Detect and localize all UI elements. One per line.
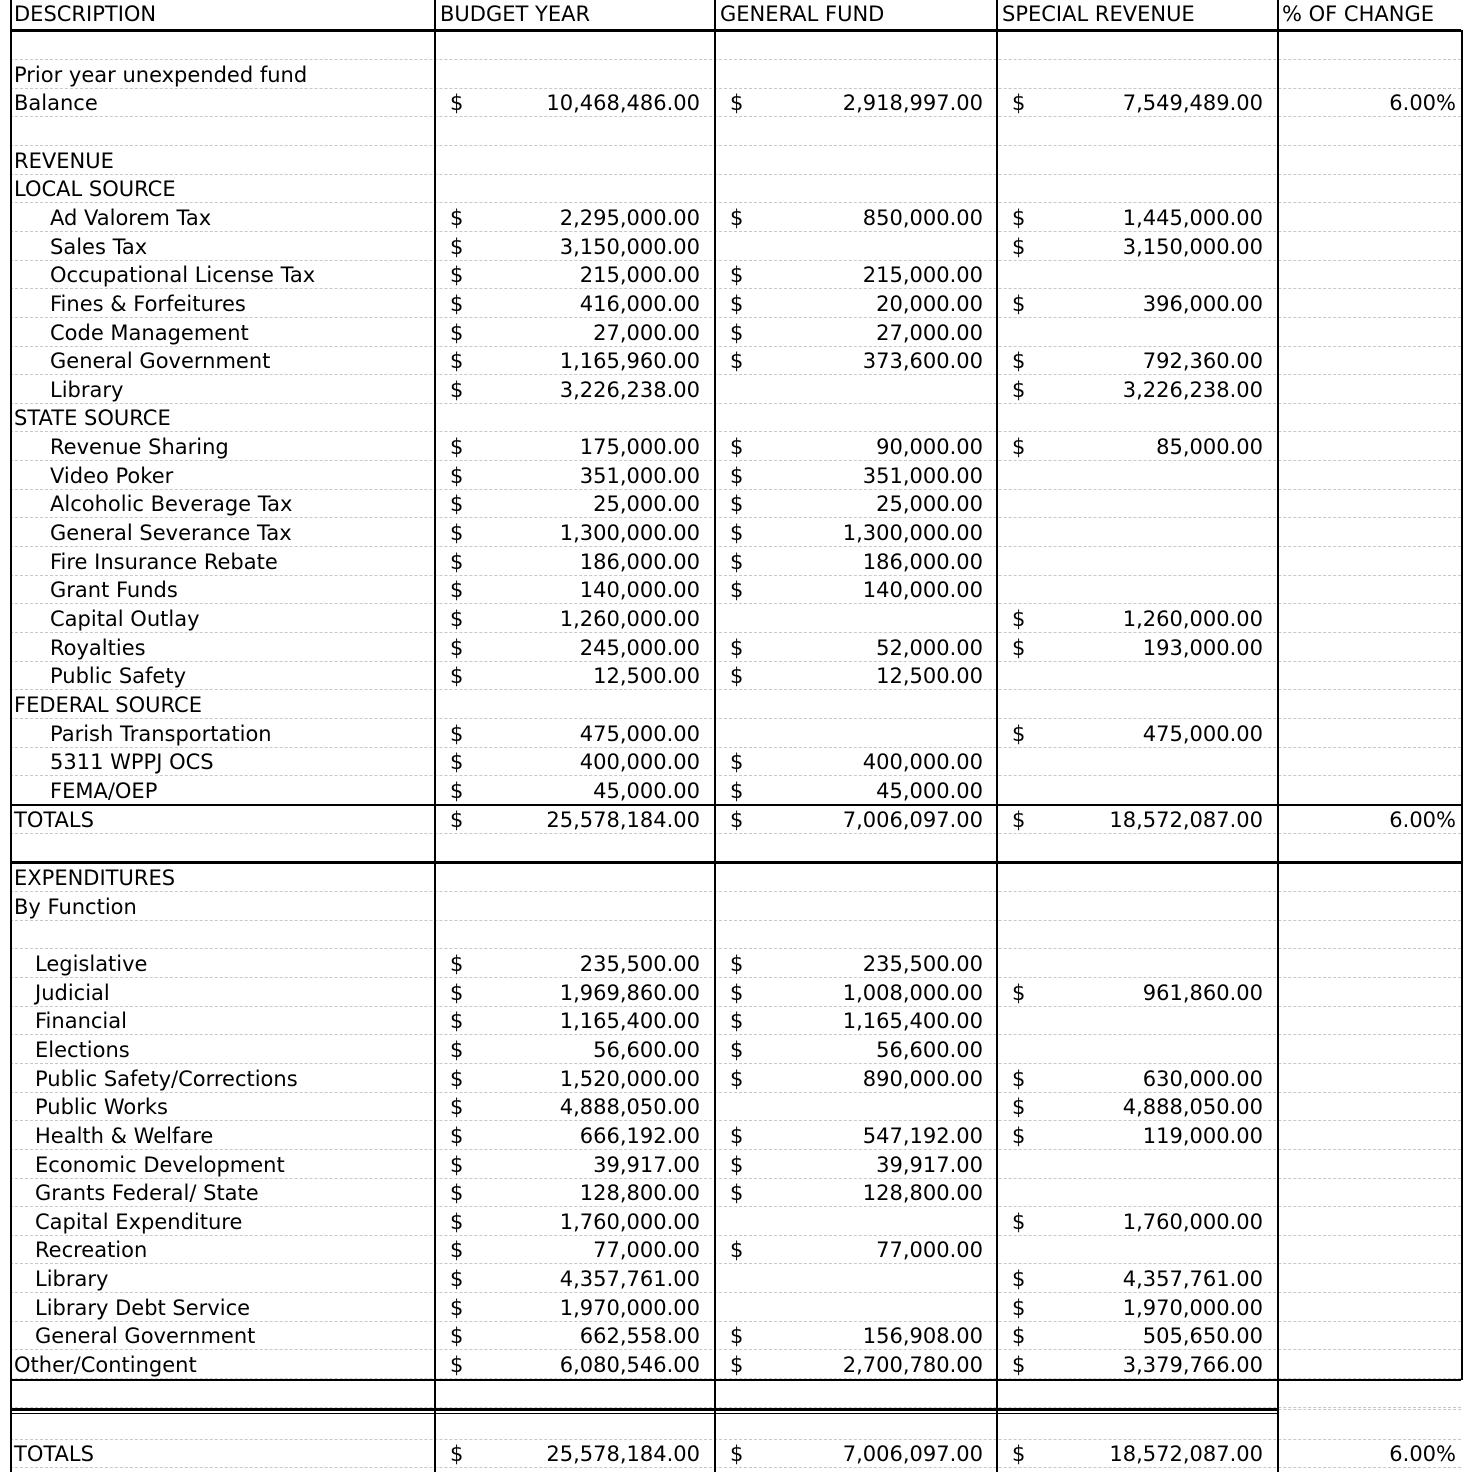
general-fund-currency-sign: $ xyxy=(730,521,744,546)
budget-year-currency-sign: $ xyxy=(450,377,464,402)
budget-year-amount: 4,357,761.00 xyxy=(559,1267,700,1292)
budget-year-currency-sign: $ xyxy=(450,291,464,316)
row-description: EXPENDITURES xyxy=(14,866,176,890)
budget-year-amount: 175,000.00 xyxy=(579,435,700,460)
special-revenue-currency-sign: $ xyxy=(1012,721,1026,746)
budget-year-currency-sign: $ xyxy=(450,320,464,345)
general-fund-currency-sign: $ xyxy=(730,349,744,374)
table-row xyxy=(10,404,1461,432)
row-description: TOTALS xyxy=(14,1442,94,1466)
budget-year-currency-sign: $ xyxy=(450,91,464,116)
special-revenue-amount: 18,572,087.00 xyxy=(1109,807,1263,832)
header-general-fund: GENERAL FUND xyxy=(720,2,885,26)
row-description: General Severance Tax xyxy=(50,521,292,546)
general-fund-amount: 400,000.00 xyxy=(862,750,983,775)
general-fund-amount: 1,165,400.00 xyxy=(842,1009,983,1034)
row-description: Public Safety/Corrections xyxy=(35,1066,298,1091)
row-description: Other/Contingent xyxy=(14,1353,197,1378)
budget-year-currency-sign: $ xyxy=(450,750,464,775)
table-row xyxy=(10,1265,1461,1293)
budget-year-amount: 6,080,546.00 xyxy=(559,1353,700,1378)
special-revenue-amount: 1,445,000.00 xyxy=(1122,205,1263,230)
table-row xyxy=(10,662,1461,690)
special-revenue-currency-sign: $ xyxy=(1012,1209,1026,1234)
table-row xyxy=(10,490,1461,518)
general-fund-currency-sign: $ xyxy=(730,664,744,689)
general-fund-amount: 850,000.00 xyxy=(862,205,983,230)
budget-year-amount: 666,192.00 xyxy=(579,1123,700,1148)
budget-year-currency-sign: $ xyxy=(450,807,464,832)
row-description: Occupational License Tax xyxy=(50,263,316,288)
budget-year-amount: 1,969,860.00 xyxy=(559,980,700,1005)
table-row xyxy=(10,576,1461,604)
column-divider xyxy=(434,0,436,1472)
special-revenue-currency-sign: $ xyxy=(1012,1353,1026,1378)
general-fund-amount: 1,300,000.00 xyxy=(842,521,983,546)
row-description: STATE SOURCE xyxy=(14,406,171,431)
budget-year-amount: 56,600.00 xyxy=(593,1037,700,1062)
row-description: By Function xyxy=(14,894,137,919)
general-fund-currency-sign: $ xyxy=(730,1066,744,1091)
table-row xyxy=(10,1322,1461,1350)
general-fund-amount: 186,000.00 xyxy=(862,549,983,574)
special-revenue-currency-sign: $ xyxy=(1012,1324,1026,1349)
pct-change-value: 6.00% xyxy=(1389,807,1456,832)
special-revenue-amount: 119,000.00 xyxy=(1142,1123,1263,1148)
general-fund-amount: 25,000.00 xyxy=(876,492,983,517)
general-fund-amount: 77,000.00 xyxy=(876,1238,983,1263)
table-row xyxy=(10,979,1461,1007)
budget-year-currency-sign: $ xyxy=(450,721,464,746)
budget-year-amount: 235,500.00 xyxy=(579,951,700,976)
budget-year-amount: 25,578,184.00 xyxy=(546,1442,700,1466)
special-revenue-amount: 18,572,087.00 xyxy=(1109,1442,1263,1466)
budget-year-currency-sign: $ xyxy=(450,635,464,660)
general-fund-amount: 156,908.00 xyxy=(862,1324,983,1349)
budget-year-amount: 1,760,000.00 xyxy=(559,1209,700,1234)
budget-year-currency-sign: $ xyxy=(450,951,464,976)
general-fund-currency-sign: $ xyxy=(730,492,744,517)
budget-year-currency-sign: $ xyxy=(450,492,464,517)
row-rule xyxy=(10,861,1461,864)
general-fund-amount: 1,008,000.00 xyxy=(842,980,983,1005)
row-description: General Government xyxy=(50,349,271,374)
budget-year-currency-sign: $ xyxy=(450,1209,464,1234)
budget-year-currency-sign: $ xyxy=(450,463,464,488)
special-revenue-amount: 475,000.00 xyxy=(1142,721,1263,746)
row-description: Prior year unexpended fund xyxy=(14,62,308,87)
budget-year-currency-sign: $ xyxy=(450,578,464,603)
budget-year-amount: 39,917.00 xyxy=(593,1152,700,1177)
special-revenue-amount: 3,379,766.00 xyxy=(1122,1353,1263,1378)
general-fund-amount: 2,700,780.00 xyxy=(842,1353,983,1378)
general-fund-amount: 235,500.00 xyxy=(862,951,983,976)
row-description: REVENUE xyxy=(14,148,114,173)
special-revenue-amount: 85,000.00 xyxy=(1156,435,1263,460)
table-row xyxy=(10,950,1461,978)
special-revenue-amount: 4,357,761.00 xyxy=(1122,1267,1263,1292)
budget-year-amount: 1,300,000.00 xyxy=(559,521,700,546)
special-revenue-amount: 1,760,000.00 xyxy=(1122,1209,1263,1234)
table-row xyxy=(10,605,1461,633)
table-row xyxy=(10,834,1461,862)
special-revenue-currency-sign: $ xyxy=(1012,1267,1026,1292)
row-description: Judicial xyxy=(35,980,110,1005)
general-fund-currency-sign: $ xyxy=(730,1037,744,1062)
table-row xyxy=(10,1412,1461,1440)
budget-year-amount: 1,970,000.00 xyxy=(559,1295,700,1320)
budget-year-amount: 3,150,000.00 xyxy=(559,234,700,259)
row-description: Recreation xyxy=(35,1238,148,1263)
table-row xyxy=(10,1179,1461,1207)
budget-year-amount: 1,165,400.00 xyxy=(559,1009,700,1034)
row-description: Alcoholic Beverage Tax xyxy=(50,492,293,517)
row-description: Grant Funds xyxy=(50,578,178,603)
row-description: Fire Insurance Rebate xyxy=(50,549,278,574)
table-row xyxy=(10,204,1461,232)
special-revenue-amount: 3,226,238.00 xyxy=(1122,377,1263,402)
special-revenue-amount: 396,000.00 xyxy=(1142,291,1263,316)
general-fund-amount: 39,917.00 xyxy=(876,1152,983,1177)
budget-year-currency-sign: $ xyxy=(450,549,464,574)
table-row xyxy=(10,519,1461,547)
general-fund-amount: 128,800.00 xyxy=(862,1181,983,1206)
budget-year-amount: 186,000.00 xyxy=(579,549,700,574)
budget-year-amount: 27,000.00 xyxy=(593,320,700,345)
budget-year-currency-sign: $ xyxy=(450,1181,464,1206)
row-description: General Government xyxy=(35,1324,256,1349)
table-row xyxy=(10,261,1461,289)
row-description: Economic Development xyxy=(35,1152,285,1177)
row-description: Fines & Forfeitures xyxy=(50,291,246,316)
table-row xyxy=(10,691,1461,719)
budget-year-amount: 4,888,050.00 xyxy=(559,1095,700,1120)
general-fund-amount: 56,600.00 xyxy=(876,1037,983,1062)
general-fund-currency-sign: $ xyxy=(730,205,744,230)
table-row xyxy=(10,634,1461,662)
budget-year-currency-sign: $ xyxy=(450,349,464,374)
budget-year-currency-sign: $ xyxy=(450,778,464,803)
special-revenue-amount: 1,970,000.00 xyxy=(1122,1295,1263,1320)
pct-change-value: 6.00% xyxy=(1389,1442,1456,1466)
general-fund-amount: 2,918,997.00 xyxy=(842,91,983,116)
special-revenue-currency-sign: $ xyxy=(1012,91,1026,116)
row-description: Health & Welfare xyxy=(35,1123,214,1148)
row-description: Elections xyxy=(35,1037,130,1062)
table-row xyxy=(10,893,1461,921)
budget-year-amount: 1,260,000.00 xyxy=(559,607,700,631)
budget-year-currency-sign: $ xyxy=(450,1095,464,1120)
table-row xyxy=(10,32,1461,60)
special-revenue-amount: 193,000.00 xyxy=(1142,635,1263,660)
table-row xyxy=(10,290,1461,318)
general-fund-currency-sign: $ xyxy=(730,980,744,1005)
header-budget-year: BUDGET YEAR xyxy=(440,2,591,26)
special-revenue-amount: 1,260,000.00 xyxy=(1122,607,1263,631)
budget-year-currency-sign: $ xyxy=(450,1037,464,1062)
table-row xyxy=(10,462,1461,490)
general-fund-currency-sign: $ xyxy=(730,578,744,603)
budget-year-currency-sign: $ xyxy=(450,1123,464,1148)
budget-year-currency-sign: $ xyxy=(450,1267,464,1292)
special-revenue-currency-sign: $ xyxy=(1012,205,1026,230)
row-description: Library Debt Service xyxy=(35,1295,251,1320)
table-row xyxy=(10,777,1461,805)
general-fund-currency-sign: $ xyxy=(730,549,744,574)
special-revenue-amount: 961,860.00 xyxy=(1142,980,1263,1005)
row-description: Video Poker xyxy=(50,463,174,488)
special-revenue-currency-sign: $ xyxy=(1012,1095,1026,1120)
budget-year-amount: 400,000.00 xyxy=(579,750,700,775)
row-description: Financial xyxy=(35,1009,127,1034)
table-row xyxy=(10,1236,1461,1264)
general-fund-amount: 140,000.00 xyxy=(862,578,983,603)
general-fund-amount: 890,000.00 xyxy=(862,1066,983,1091)
budget-year-currency-sign: $ xyxy=(450,435,464,460)
budget-year-amount: 10,468,486.00 xyxy=(546,91,700,116)
column-divider xyxy=(1277,0,1279,1472)
header-special-revenue: SPECIAL REVENUE xyxy=(1002,2,1195,26)
general-fund-amount: 7,006,097.00 xyxy=(842,807,983,832)
general-fund-currency-sign: $ xyxy=(730,778,744,803)
table-row xyxy=(10,720,1461,748)
row-description: Royalties xyxy=(50,635,146,660)
row-rule xyxy=(10,1413,1278,1414)
general-fund-amount: 27,000.00 xyxy=(876,320,983,345)
table-row xyxy=(10,1208,1461,1236)
row-description: Sales Tax xyxy=(50,234,148,259)
table-row xyxy=(10,433,1461,461)
special-revenue-currency-sign: $ xyxy=(1012,435,1026,460)
special-revenue-currency-sign: $ xyxy=(1012,607,1026,631)
budget-year-currency-sign: $ xyxy=(450,234,464,259)
budget-year-currency-sign: $ xyxy=(450,1353,464,1378)
column-divider xyxy=(1461,30,1463,1380)
general-fund-currency-sign: $ xyxy=(730,1123,744,1148)
table-row xyxy=(10,921,1461,949)
table-row xyxy=(10,748,1461,776)
budget-year-amount: 1,520,000.00 xyxy=(559,1066,700,1091)
general-fund-currency-sign: $ xyxy=(730,1324,744,1349)
budget-year-amount: 128,800.00 xyxy=(579,1181,700,1206)
table-row xyxy=(10,1007,1461,1035)
row-description: LOCAL SOURCE xyxy=(14,177,176,202)
table-row xyxy=(10,1093,1461,1121)
general-fund-amount: 20,000.00 xyxy=(876,291,983,316)
budget-year-currency-sign: $ xyxy=(450,980,464,1005)
budget-year-currency-sign: $ xyxy=(450,1238,464,1263)
general-fund-currency-sign: $ xyxy=(730,1353,744,1378)
budget-year-amount: 351,000.00 xyxy=(579,463,700,488)
table-row xyxy=(10,175,1461,203)
general-fund-currency-sign: $ xyxy=(730,750,744,775)
general-fund-amount: 351,000.00 xyxy=(862,463,983,488)
table-row xyxy=(10,1440,1461,1468)
special-revenue-amount: 505,650.00 xyxy=(1142,1324,1263,1349)
budget-year-currency-sign: $ xyxy=(450,664,464,689)
general-fund-currency-sign: $ xyxy=(730,435,744,460)
budget-year-currency-sign: $ xyxy=(450,1009,464,1034)
header-pct-change: % OF CHANGE xyxy=(1282,2,1434,26)
row-description: Revenue Sharing xyxy=(50,435,229,460)
table-row xyxy=(10,61,1461,89)
column-divider xyxy=(714,0,716,1472)
special-revenue-currency-sign: $ xyxy=(1012,635,1026,660)
special-revenue-currency-sign: $ xyxy=(1012,377,1026,402)
general-fund-amount: 215,000.00 xyxy=(862,263,983,288)
general-fund-currency-sign: $ xyxy=(730,1152,744,1177)
special-revenue-amount: 792,360.00 xyxy=(1142,349,1263,374)
table-row xyxy=(10,319,1461,347)
general-fund-currency-sign: $ xyxy=(730,951,744,976)
budget-year-amount: 25,578,184.00 xyxy=(546,807,700,832)
budget-year-currency-sign: $ xyxy=(450,205,464,230)
special-revenue-currency-sign: $ xyxy=(1012,1442,1026,1466)
general-fund-amount: 373,600.00 xyxy=(862,349,983,374)
row-description: FEDERAL SOURCE xyxy=(14,692,202,717)
table-row xyxy=(10,806,1461,834)
row-description: Public Works xyxy=(35,1095,168,1120)
row-rule xyxy=(10,804,1461,806)
special-revenue-currency-sign: $ xyxy=(1012,1066,1026,1091)
row-description: Balance xyxy=(14,91,98,116)
special-revenue-currency-sign: $ xyxy=(1012,807,1026,832)
budget-year-amount: 140,000.00 xyxy=(579,578,700,603)
budget-year-amount: 3,226,238.00 xyxy=(559,377,700,402)
table-row xyxy=(10,1294,1461,1322)
special-revenue-currency-sign: $ xyxy=(1012,349,1026,374)
general-fund-amount: 7,006,097.00 xyxy=(842,1442,983,1466)
budget-year-currency-sign: $ xyxy=(450,1442,464,1466)
special-revenue-amount: 3,150,000.00 xyxy=(1122,234,1263,259)
budget-year-amount: 475,000.00 xyxy=(579,721,700,746)
special-revenue-currency-sign: $ xyxy=(1012,291,1026,316)
general-fund-currency-sign: $ xyxy=(730,320,744,345)
row-description: 5311 WPPJ OCS xyxy=(50,750,214,775)
budget-year-amount: 416,000.00 xyxy=(579,291,700,316)
row-description: Legislative xyxy=(35,951,148,976)
general-fund-currency-sign: $ xyxy=(730,807,744,832)
special-revenue-amount: 7,549,489.00 xyxy=(1122,91,1263,116)
special-revenue-amount: 4,888,050.00 xyxy=(1122,1095,1263,1120)
table-row xyxy=(10,1036,1461,1064)
budget-year-amount: 45,000.00 xyxy=(593,778,700,803)
table-row xyxy=(10,1122,1461,1150)
row-description: Ad Valorem Tax xyxy=(50,205,212,230)
table-row xyxy=(10,548,1461,576)
budget-year-currency-sign: $ xyxy=(450,607,464,631)
general-fund-amount: 90,000.00 xyxy=(876,435,983,460)
budget-year-amount: 662,558.00 xyxy=(579,1324,700,1349)
budget-year-amount: 77,000.00 xyxy=(593,1238,700,1263)
budget-year-amount: 1,165,960.00 xyxy=(559,349,700,374)
general-fund-currency-sign: $ xyxy=(730,1181,744,1206)
row-description: Capital Expenditure xyxy=(35,1209,243,1234)
general-fund-currency-sign: $ xyxy=(730,1442,744,1466)
general-fund-currency-sign: $ xyxy=(730,463,744,488)
row-description: Code Management xyxy=(50,320,249,345)
general-fund-currency-sign: $ xyxy=(730,291,744,316)
budget-year-currency-sign: $ xyxy=(450,521,464,546)
table-row xyxy=(10,864,1461,892)
table-row xyxy=(10,118,1461,146)
special-revenue-currency-sign: $ xyxy=(1012,1295,1026,1320)
table-row xyxy=(10,147,1461,175)
table-row xyxy=(10,1151,1461,1179)
row-rule xyxy=(10,1379,1461,1381)
header-description: DESCRIPTION xyxy=(14,2,157,26)
row-description: TOTALS xyxy=(14,807,94,832)
row-description: Grants Federal/ State xyxy=(35,1181,259,1206)
table-row xyxy=(10,347,1461,375)
table-row xyxy=(10,376,1461,404)
special-revenue-currency-sign: $ xyxy=(1012,234,1026,259)
table-row xyxy=(10,1065,1461,1093)
table-row xyxy=(10,233,1461,261)
table-row xyxy=(10,89,1461,117)
column-divider xyxy=(996,0,998,1472)
row-description: Capital Outlay xyxy=(50,607,200,631)
budget-year-amount: 25,000.00 xyxy=(593,492,700,517)
special-revenue-currency-sign: $ xyxy=(1012,980,1026,1005)
row-rule xyxy=(10,29,1461,32)
row-description: Library xyxy=(50,377,124,402)
budget-year-currency-sign: $ xyxy=(450,1295,464,1320)
general-fund-currency-sign: $ xyxy=(730,1238,744,1263)
budget-year-amount: 12,500.00 xyxy=(593,664,700,689)
general-fund-amount: 12,500.00 xyxy=(876,664,983,689)
general-fund-currency-sign: $ xyxy=(730,91,744,116)
general-fund-amount: 45,000.00 xyxy=(876,778,983,803)
general-fund-currency-sign: $ xyxy=(730,263,744,288)
general-fund-currency-sign: $ xyxy=(730,1009,744,1034)
row-description: Library xyxy=(35,1267,109,1292)
budget-year-amount: 2,295,000.00 xyxy=(559,205,700,230)
column-divider xyxy=(10,0,12,1472)
general-fund-amount: 52,000.00 xyxy=(876,635,983,660)
special-revenue-amount: 630,000.00 xyxy=(1142,1066,1263,1091)
table-row xyxy=(10,1351,1461,1379)
special-revenue-currency-sign: $ xyxy=(1012,1123,1026,1148)
table-row xyxy=(10,1382,1461,1410)
row-description: FEMA/OEP xyxy=(50,778,158,803)
budget-year-amount: 245,000.00 xyxy=(579,635,700,660)
row-description: Parish Transportation xyxy=(50,721,272,746)
general-fund-amount: 547,192.00 xyxy=(862,1123,983,1148)
general-fund-currency-sign: $ xyxy=(730,635,744,660)
budget-year-currency-sign: $ xyxy=(450,263,464,288)
row-rule xyxy=(10,1408,1278,1411)
budget-year-amount: 215,000.00 xyxy=(579,263,700,288)
pct-change-value: 6.00% xyxy=(1389,91,1456,116)
row-description: Public Safety xyxy=(50,664,186,689)
budget-year-currency-sign: $ xyxy=(450,1152,464,1177)
budget-year-currency-sign: $ xyxy=(450,1324,464,1349)
budget-year-currency-sign: $ xyxy=(450,1066,464,1091)
